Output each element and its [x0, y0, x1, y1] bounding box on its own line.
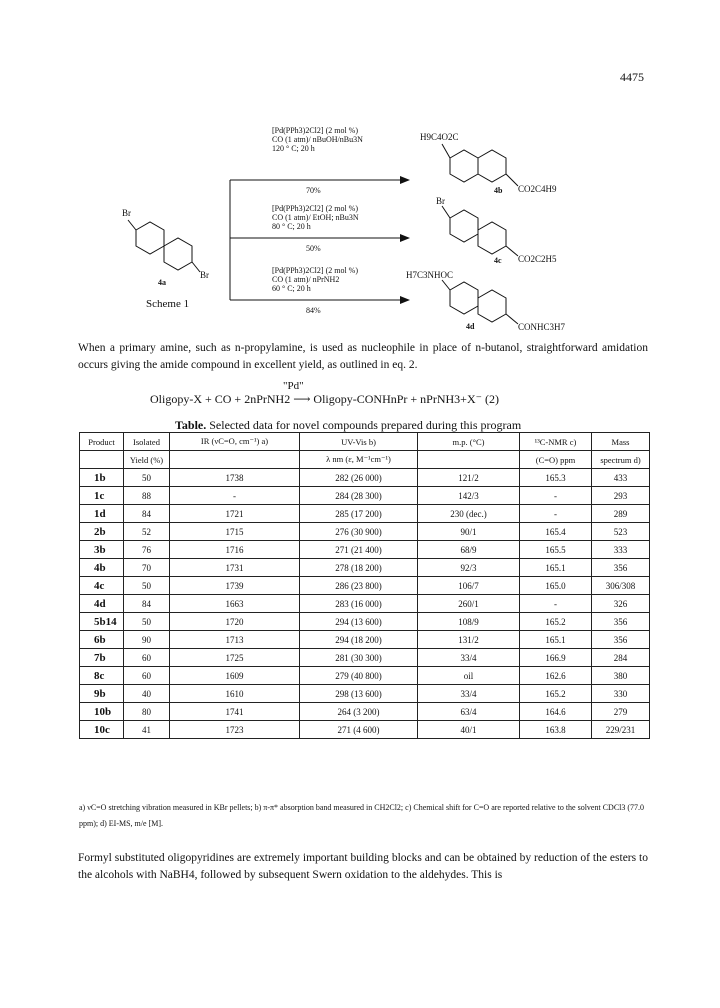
table-cell: 1731 [170, 559, 300, 577]
paragraph-formyl: Formyl substituted oligopyridines are extremely important building blocks and can be obtained by reduction of the esters to the alcohols with NaBH4, followed by subsequent Swern oxidation to the aldehydes. This is [78, 852, 648, 881]
table-cell: 1741 [170, 703, 300, 721]
table-cell: 298 (13 600) [300, 685, 418, 703]
table-cell: 50 [124, 577, 170, 595]
product-4d-label: 4d [466, 322, 475, 331]
table-cell: 165.2 [520, 613, 592, 631]
table-cell: 281 (30 300) [300, 649, 418, 667]
ring-a2 [164, 238, 192, 270]
table-cell: 52 [124, 523, 170, 541]
table-header: Product [80, 433, 124, 451]
table-cell: 1610 [170, 685, 300, 703]
table-cell: 4b [80, 559, 124, 577]
page-number: 4475 [620, 70, 644, 84]
table-row [80, 469, 650, 487]
table-cell: oil [418, 667, 520, 685]
arrowhead-1 [400, 176, 410, 184]
yield-1: 70% [306, 186, 321, 195]
table-cell: 294 (18 200) [300, 631, 418, 649]
table-cell: 84 [124, 595, 170, 613]
table-header: m.p. (°C) [418, 433, 520, 451]
table-cell: 6b [80, 631, 124, 649]
yield-3: 84% [306, 306, 321, 315]
table-header: (C=O) ppm [520, 451, 592, 469]
ring-a1 [136, 222, 164, 254]
arrowhead-2 [400, 234, 410, 242]
ring-c2 [478, 222, 506, 254]
table-header: Mass [592, 433, 650, 451]
product-4b-top-group: H9C4O2C [420, 132, 459, 142]
table-row [80, 703, 650, 721]
table-cell: 70 [124, 559, 170, 577]
product-4c-top-group: Br [436, 196, 445, 206]
reaction-scheme [110, 120, 580, 335]
table-cell: 76 [124, 541, 170, 559]
ring-c1 [450, 210, 478, 242]
table-cell: 165.1 [520, 631, 592, 649]
table-cell: 131/2 [418, 631, 520, 649]
table-cell: 165.1 [520, 559, 592, 577]
table-row [80, 685, 650, 703]
table-cell: 1c [80, 487, 124, 505]
conditions-1: [Pd(PPh3)2Cl2] (2 mol %) CO (1 atm)/ nBuOH/nBu3N 120 ° C; 20 h [272, 126, 363, 153]
conditions-2: [Pd(PPh3)2Cl2] (2 mol %) CO (1 atm)/ EtOH; nBu3N 80 ° C; 20 h [272, 204, 359, 231]
table-cell: 50 [124, 613, 170, 631]
table-caption [175, 418, 521, 433]
table-cell: 284 [592, 649, 650, 667]
table-cell: 278 (18 200) [300, 559, 418, 577]
table-cell: 279 [592, 703, 650, 721]
table-cell: 9b [80, 685, 124, 703]
table-row [80, 523, 650, 541]
table-cell: 282 (26 000) [300, 469, 418, 487]
start-compound-label: 4a [158, 278, 166, 287]
table-row [80, 667, 650, 685]
table-cell: 60 [124, 649, 170, 667]
table-cell: 271 (21 400) [300, 541, 418, 559]
table-row [80, 595, 650, 613]
table-cell: 63/4 [418, 703, 520, 721]
table-cell: 1721 [170, 505, 300, 523]
ring-d2 [478, 290, 506, 322]
table-row [80, 559, 650, 577]
table-cell: 165.2 [520, 685, 592, 703]
table-cell: - [520, 505, 592, 523]
table-row [80, 631, 650, 649]
start-br-bottom: Br [200, 270, 209, 280]
table-cell: 229/231 [592, 721, 650, 739]
table-header [418, 451, 520, 469]
equation-2 [150, 380, 499, 407]
table-cell: 10b [80, 703, 124, 721]
table-cell: 84 [124, 505, 170, 523]
table-header: Yield (%) [124, 451, 170, 469]
table-cell: 165.4 [520, 523, 592, 541]
table-cell: 1739 [170, 577, 300, 595]
ring-d1 [450, 282, 478, 314]
table-row [80, 487, 650, 505]
table-cell: 289 [592, 505, 650, 523]
table-cell: 1716 [170, 541, 300, 559]
table-cell: 230 (dec.) [418, 505, 520, 523]
table-cell: 10c [80, 721, 124, 739]
table-header: IR (νC=O, cm⁻¹) a) [170, 433, 300, 451]
table-cell: 260/1 [418, 595, 520, 613]
table-cell: 33/4 [418, 649, 520, 667]
table-body [80, 469, 650, 739]
table-header [80, 451, 124, 469]
table-cell: 166.9 [520, 649, 592, 667]
table-row [80, 577, 650, 595]
table-cell: 41 [124, 721, 170, 739]
product-4d-bottom-group: CONHC3H7 [518, 322, 566, 332]
table-cell: 60 [124, 667, 170, 685]
table-header: ¹³C-NMR c) [520, 433, 592, 451]
table-cell: 4d [80, 595, 124, 613]
table-cell: 1713 [170, 631, 300, 649]
table-cell: 283 (16 000) [300, 595, 418, 613]
table-header: UV-Vis b) [300, 433, 418, 451]
equation-catalyst: "Pd" [283, 380, 304, 392]
table-cell: 80 [124, 703, 170, 721]
table-cell: 142/3 [418, 487, 520, 505]
table-cell: 276 (30 900) [300, 523, 418, 541]
scheme-label: Scheme 1 [146, 298, 190, 310]
yield-2: 50% [306, 244, 321, 253]
table-header: λ nm (ε, M⁻¹cm⁻¹) [300, 451, 418, 469]
table-cell: 1738 [170, 469, 300, 487]
table-cell: 8c [80, 667, 124, 685]
ring-b2 [478, 150, 506, 182]
table-cell: 50 [124, 469, 170, 487]
table-cell: 1723 [170, 721, 300, 739]
product-4c-bottom-group: CO2C2H5 [518, 254, 557, 264]
table-cell: 88 [124, 487, 170, 505]
table-cell: 1725 [170, 649, 300, 667]
start-br-top: Br [122, 208, 131, 218]
table-cell: 333 [592, 541, 650, 559]
product-4c-label: 4c [494, 256, 502, 265]
table-cell: - [520, 487, 592, 505]
table-cell: 7b [80, 649, 124, 667]
table-cell: 33/4 [418, 685, 520, 703]
table-cell: 3b [80, 541, 124, 559]
table-cell: 523 [592, 523, 650, 541]
table-cell: 326 [592, 595, 650, 613]
table-row [80, 505, 650, 523]
table-cell: 306/308 [592, 577, 650, 595]
compound-data-table [79, 432, 650, 739]
table-row [80, 721, 650, 739]
table-row [80, 649, 650, 667]
table-cell: 1663 [170, 595, 300, 613]
table-cell: 293 [592, 487, 650, 505]
product-4b-bottom-group: CO2C4H9 [518, 184, 557, 194]
table-cell: 294 (13 600) [300, 613, 418, 631]
table-header: spectrum d) [592, 451, 650, 469]
table-cell: 165.3 [520, 469, 592, 487]
table-cell: 1609 [170, 667, 300, 685]
table-cell: 1d [80, 505, 124, 523]
table-cell: 164.6 [520, 703, 592, 721]
table-cell: 356 [592, 613, 650, 631]
table-cell: - [520, 595, 592, 613]
table-cell: 433 [592, 469, 650, 487]
table-cell: 285 (17 200) [300, 505, 418, 523]
equation-text: Oligopy-X + CO + 2nPrNH2 ⟶ Oligopy-CONHnPr + nPrNH3+X⁻ (2) [150, 392, 499, 406]
ring-b1 [450, 150, 478, 182]
table-cell: 1720 [170, 613, 300, 631]
table-cell: 68/9 [418, 541, 520, 559]
table-cell: 90 [124, 631, 170, 649]
table-cell: 162.6 [520, 667, 592, 685]
table-cell: 1b [80, 469, 124, 487]
product-4b-label: 4b [494, 186, 503, 195]
table-cell: 1715 [170, 523, 300, 541]
table-header: Isolated [124, 433, 170, 451]
table-cell: 40 [124, 685, 170, 703]
table-cell: 40/1 [418, 721, 520, 739]
table-cell: 121/2 [418, 469, 520, 487]
table-cell: 165.0 [520, 577, 592, 595]
table-cell: 2b [80, 523, 124, 541]
table-cell: 4c [80, 577, 124, 595]
table-cell: 356 [592, 559, 650, 577]
product-4d-top-group: H7C3NHOC [406, 270, 454, 280]
conditions-3: [Pd(PPh3)2Cl2] (2 mol %) CO (1 atm)/ nPrNH2 60 ° C; 20 h [272, 266, 358, 293]
table-caption-text: Selected data for novel compounds prepared during this program [206, 418, 522, 432]
table-header [170, 451, 300, 469]
table-footnote: a) νC=O stretching vibration measured in KBr pellets; b) π-π* absorption band measured in CH2Cl2; c) Chemical shift for C=O are reported relative to the solvent CDCl3 (77.0 ppm); d) EI-MS, m/e [M]. [79, 803, 645, 828]
table-cell: 380 [592, 667, 650, 685]
table-cell: 286 (23 800) [300, 577, 418, 595]
table-header-row [80, 451, 650, 469]
paragraph-amidation: When a primary amine, such as n-propylamine, is used as nucleophile in place of n-butanol, straightforward amidation occurs giving the amide compound in excellent yield, as outlined in eq. 2. [78, 342, 648, 371]
table-cell: 271 (4 600) [300, 721, 418, 739]
table-header-row [80, 433, 650, 451]
table-cell: 330 [592, 685, 650, 703]
table-cell: 108/9 [418, 613, 520, 631]
table-cell: - [170, 487, 300, 505]
table-caption-label: Table. [175, 418, 207, 432]
table-row [80, 613, 650, 631]
table-row [80, 541, 650, 559]
table-cell: 356 [592, 631, 650, 649]
table-cell: 92/3 [418, 559, 520, 577]
table-cell: 284 (28 300) [300, 487, 418, 505]
table-cell: 5b14 [80, 613, 124, 631]
arrowhead-3 [400, 296, 410, 304]
table-cell: 264 (3 200) [300, 703, 418, 721]
table-cell: 165.5 [520, 541, 592, 559]
table-cell: 163.8 [520, 721, 592, 739]
table-cell: 90/1 [418, 523, 520, 541]
table-cell: 279 (40 800) [300, 667, 418, 685]
table-cell: 106/7 [418, 577, 520, 595]
